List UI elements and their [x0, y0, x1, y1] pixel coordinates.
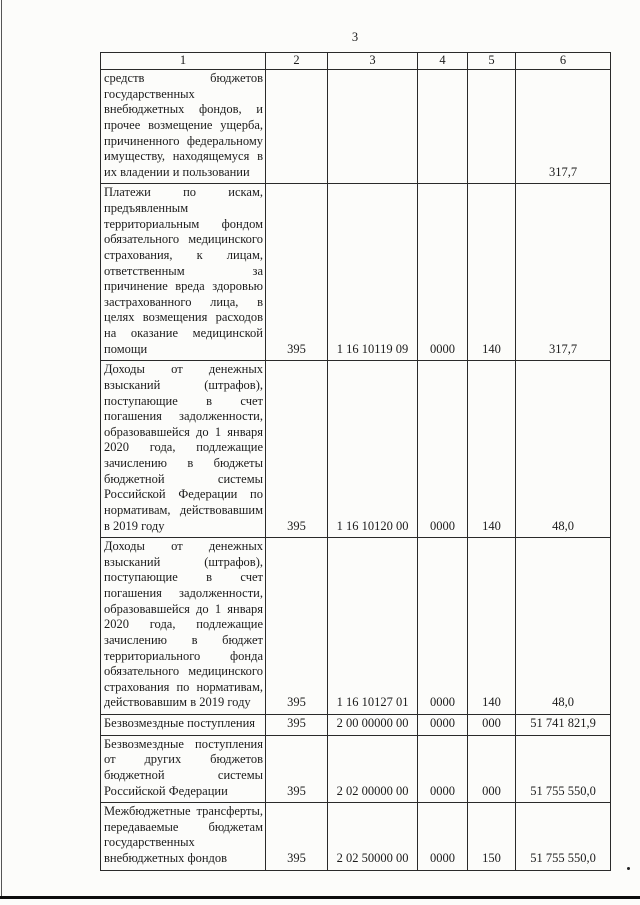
cell-subtype-code: 0000 [418, 715, 468, 736]
cell-revenue-code: 1 16 10127 01 [328, 538, 418, 715]
cell-subtype-code: 0000 [418, 735, 468, 803]
cell-subtype-code: 0000 [418, 184, 468, 361]
column-header-3: 3 [328, 53, 418, 70]
column-header-5: 5 [468, 53, 516, 70]
cell-analytic-group: 000 [468, 735, 516, 803]
column-header-2: 2 [266, 53, 328, 70]
cell-admin-code: 395 [266, 361, 328, 538]
cell-subtype-code: 0000 [418, 538, 468, 715]
cell-revenue-code: 1 16 10120 00 [328, 361, 418, 538]
row-description: Доходы от денежных взысканий (штрафов), поступающие в счет погашения задолженности, образовавшейся до 1 января 2020 года, подлежащие зачислению в бюджеты бюджетной системы Российской Федерации по нормативам, действовавшим в 2019 году [101, 361, 266, 538]
cell-admin-code: 395 [266, 803, 328, 871]
cell-admin-code: 395 [266, 538, 328, 715]
table-row [101, 803, 611, 871]
cell-amount: 51 741 821,9 [516, 715, 611, 736]
column-header-4: 4 [418, 53, 468, 70]
cell-admin-code [266, 70, 328, 184]
cell-analytic-group: 140 [468, 361, 516, 538]
cell-analytic-group: 140 [468, 184, 516, 361]
cell-admin-code: 395 [266, 715, 328, 736]
table-row [101, 538, 611, 715]
row-description: Доходы от денежных взысканий (штрафов), поступающие в счет погашения задолженности, образовавшейся до 1 января 2020 года, подлежащие зачислению в бюджет территориального фонда обязательного медицинского страхования по нормативам, действовавшим в 2019 году [101, 538, 266, 715]
cell-analytic-group: 140 [468, 538, 516, 715]
cell-amount: 48,0 [516, 538, 611, 715]
scan-speck [627, 867, 630, 870]
cell-admin-code: 395 [266, 184, 328, 361]
cell-analytic-group: 150 [468, 803, 516, 871]
page-number: 3 [351, 30, 359, 44]
table-row [101, 361, 611, 538]
cell-revenue-code [328, 70, 418, 184]
row-description: Безвозмездные поступления от других бюджетов бюджетной системы Российской Федерации [101, 735, 266, 803]
row-description: средств бюджетов государственных внебюджетных фондов, и прочее возмещение ущерба, причиненного федеральному имуществу, находящемуся в их владении и пользовании [101, 70, 266, 184]
cell-amount: 51 755 550,0 [516, 803, 611, 871]
cell-amount: 317,7 [516, 70, 611, 184]
cell-subtype-code: 0000 [418, 361, 468, 538]
table-row [101, 184, 611, 361]
column-header-1: 1 [101, 53, 266, 70]
table-body [101, 70, 611, 871]
cell-subtype-code [418, 70, 468, 184]
cell-revenue-code: 2 02 00000 00 [328, 735, 418, 803]
table-row [101, 735, 611, 803]
row-description: Межбюджетные трансферты, передаваемые бюджетам государственных внебюджетных фондов [101, 803, 266, 871]
table-header-row [101, 53, 611, 70]
row-description: Безвозмездные поступления [101, 715, 266, 736]
cell-revenue-code: 2 02 50000 00 [328, 803, 418, 871]
table-row [101, 70, 611, 184]
scan-left-edge [1, 0, 2, 897]
cell-revenue-code: 1 16 10119 09 [328, 184, 418, 361]
cell-admin-code: 395 [266, 735, 328, 803]
cell-analytic-group: 000 [468, 715, 516, 736]
cell-amount: 51 755 550,0 [516, 735, 611, 803]
cell-analytic-group [468, 70, 516, 184]
cell-amount: 48,0 [516, 361, 611, 538]
column-header-6: 6 [516, 53, 611, 70]
cell-amount: 317,7 [516, 184, 611, 361]
cell-revenue-code: 2 00 00000 00 [328, 715, 418, 736]
table-row [101, 715, 611, 736]
cell-subtype-code: 0000 [418, 803, 468, 871]
budget-revenue-table [100, 52, 611, 871]
row-description: Платежи по искам, предъявленным территориальным фондом обязательного медицинского страхования, к лицам, ответственным за причинение вреда здоровью застрахованного лица, в целях возмещения расходов на оказание медицинской помощи [101, 184, 266, 361]
scan-bottom-edge [0, 896, 640, 899]
